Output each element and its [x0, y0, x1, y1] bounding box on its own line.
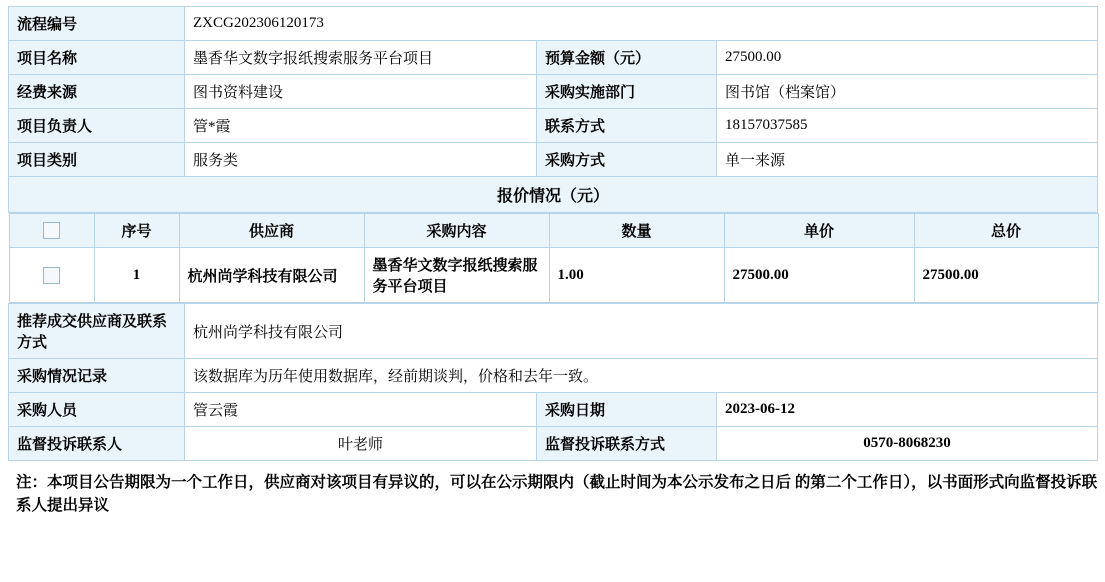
field-value-process-no: ZXCG202306120173	[185, 7, 1098, 41]
field-value-purchasing-dept: 图书馆（档案馆）	[717, 75, 1098, 109]
field-label-purchasing-dept: 采购实施部门	[537, 75, 717, 109]
quotation-table	[9, 213, 1099, 303]
field-label-project-category: 项目类别	[9, 143, 185, 177]
field-label-project-name: 项目名称	[9, 41, 185, 75]
field-value-supervisor-phone: 0570-8068230	[717, 427, 1098, 461]
field-label-fund-source: 经费来源	[9, 75, 185, 109]
field-label-purchaser: 采购人员	[9, 393, 185, 427]
quotation-header-quantity: 数量	[549, 214, 724, 248]
field-value-fund-source: 图书资料建设	[185, 75, 537, 109]
table-row	[9, 109, 1098, 143]
quotation-header-select	[9, 214, 94, 248]
table-row	[9, 7, 1098, 41]
field-label-budget-amount: 预算金额（元）	[537, 41, 717, 75]
field-label-procurement-method: 采购方式	[537, 143, 717, 177]
field-label-supervisor-phone: 监督投诉联系方式	[537, 427, 717, 461]
field-value-project-owner: 管*霞	[185, 109, 537, 143]
field-value-supervisor-contact: 叶老师	[185, 427, 537, 461]
quotation-row	[9, 248, 1098, 303]
quotation-row-supplier: 杭州尚学科技有限公司	[179, 248, 364, 303]
field-value-purchaser: 管云霞	[185, 393, 537, 427]
table-row	[9, 304, 1098, 359]
quotation-header-total-price: 总价	[914, 214, 1098, 248]
table-row	[9, 359, 1098, 393]
field-label-process-no: 流程编号	[9, 7, 185, 41]
table-row	[9, 393, 1098, 427]
table-row	[9, 177, 1098, 213]
field-value-project-category: 服务类	[185, 143, 537, 177]
procurement-form-table	[8, 6, 1098, 461]
field-value-recommended-supplier: 杭州尚学科技有限公司	[185, 304, 1098, 359]
field-value-procurement-method: 单一来源	[717, 143, 1098, 177]
quotation-header-unit-price: 单价	[724, 214, 914, 248]
field-label-purchase-date: 采购日期	[537, 393, 717, 427]
row-checkbox[interactable]	[43, 267, 60, 284]
field-label-procurement-record: 采购情况记录	[9, 359, 185, 393]
quotation-row-quantity: 1.00	[549, 248, 724, 303]
table-row	[9, 427, 1098, 461]
footer-note: 注：本项目公告期限为一个工作日，供应商对该项目有异议的，可以在公示期限内（截止时间为本公示发布之日后 的第二个工作日），以书面形式向监督投诉联系人提出异议	[16, 474, 1098, 515]
table-row	[9, 143, 1098, 177]
quotation-row-unit-price: 27500.00	[724, 248, 914, 303]
field-label-contact: 联系方式	[537, 109, 717, 143]
quotation-header-row	[9, 214, 1098, 248]
quotation-row-index: 1	[94, 248, 179, 303]
field-label-project-owner: 项目负责人	[9, 109, 185, 143]
field-label-recommended-supplier: 推荐成交供应商及联系方式	[9, 304, 185, 359]
field-value-contact: 18157037585	[717, 109, 1098, 143]
select-all-checkbox[interactable]	[43, 222, 60, 239]
quotation-row-total-price: 27500.00	[914, 248, 1098, 303]
field-value-project-name: 墨香华文数字报纸搜索服务平台项目	[185, 41, 537, 75]
quotation-table-cell	[9, 213, 1098, 304]
table-row	[9, 213, 1098, 304]
quotation-header-supplier: 供应商	[179, 214, 364, 248]
quotation-header-index: 序号	[94, 214, 179, 248]
field-value-purchase-date: 2023-06-12	[717, 393, 1098, 427]
section-title-quotation: 报价情况（元）	[9, 177, 1098, 213]
quotation-header-content: 采购内容	[364, 214, 549, 248]
field-value-budget-amount: 27500.00	[717, 41, 1098, 75]
table-row	[9, 41, 1098, 75]
quotation-row-content: 墨香华文数字报纸搜索服务平台项目	[364, 248, 549, 303]
table-row	[9, 75, 1098, 109]
field-value-procurement-record: 该数据库为历年使用数据库，经前期谈判，价格和去年一致。	[185, 359, 1098, 393]
quotation-row-select	[9, 248, 94, 303]
field-label-supervisor-contact: 监督投诉联系人	[9, 427, 185, 461]
